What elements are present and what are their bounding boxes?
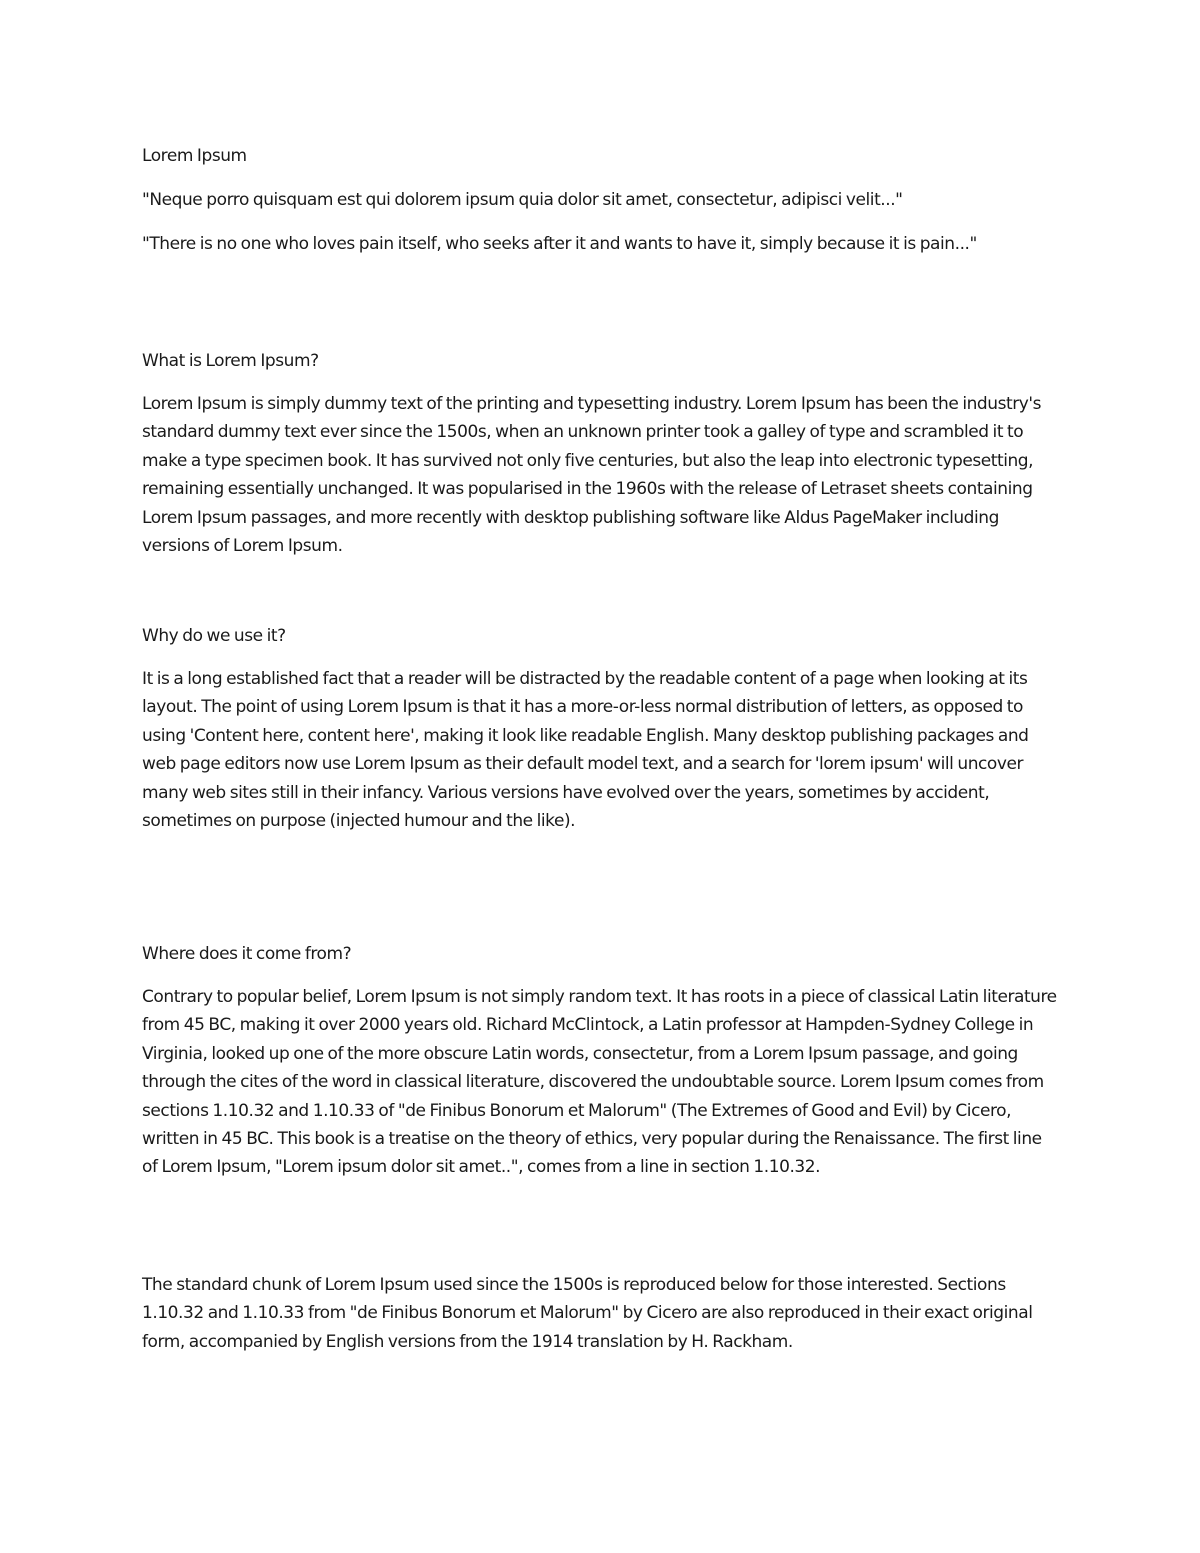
document-title: Lorem Ipsum — [142, 146, 247, 166]
section-heading-why-use: Why do we use it? — [142, 626, 286, 646]
english-quote: "There is no one who loves pain itself, who seeks after it and wants to have it, simply because it is pain..." — [142, 234, 977, 254]
section-body-why-use: It is a long established fact that a reader will be distracted by the readable content of a page when looking at its layout. The point of using Lorem Ipsum is that it has a more-or-less normal distribution of letters, as opposed to using 'Content here, content here', making it look like readable English. Many desktop publishing packages and web page editors now use Lorem Ipsum as their default model text, and a search for 'lorem ipsum' will uncover many web sites still in their infancy. Various versions have evolved over the years, sometimes by accident, sometimes on purpose (injected humour and the like). — [142, 669, 1029, 832]
section-body-origin: Contrary to popular belief, Lorem Ipsum is not simply random text. It has roots in a piece of classical Latin literature from 45 BC, making it over 2000 years old. Richard McClintock, a Latin professor at Hampden-Sydney College in Virginia, looked up one of the more obscure Latin words, consectetur, from a Lorem Ipsum passage, and going through the cites of the word in classical literature, discovered the undoubtable source. Lorem Ipsum comes from sections 1.10.32 and 1.10.33 of "de Finibus Bonorum et Malorum" (The Extremes of Good and Evil) by Cicero, written in 45 BC. This book is a treatise on the theory of ethics, very popular during the Renaissance. The first line of Lorem Ipsum, "Lorem ipsum dolor sit amet..", comes from a line in section 1.10.32. — [142, 987, 1057, 1178]
latin-quote: "Neque porro quisquam est qui dolorem ipsum quia dolor sit amet, consectetur, adipisci velit..." — [142, 190, 903, 210]
section-heading-what-is: What is Lorem Ipsum? — [142, 351, 319, 371]
section-body-what-is: Lorem Ipsum is simply dummy text of the printing and typesetting industry. Lorem Ipsum has been the industry's standard dummy text ever since the 1500s, when an unknown printer took a galley of type and scrambled it to make a type specimen book. It has survived not only five centuries, but also the leap into electronic typesetting, remaining essentially unchanged. It was popularised in the 1960s with the release of Letraset sheets containing Lorem Ipsum passages, and more recently with desktop publishing software like Aldus PageMaker including versions of Lorem Ipsum. — [142, 394, 1041, 557]
section-heading-origin: Where does it come from? — [142, 944, 352, 964]
closing-paragraph: The standard chunk of Lorem Ipsum used since the 1500s is reproduced below for those interested. Sections 1.10.32 and 1.10.33 from "de Finibus Bonorum et Malorum" by Cicero are also reproduced in their exact original form, accompanied by English versions from the 1914 translation by H. Rackham. — [142, 1275, 1033, 1352]
